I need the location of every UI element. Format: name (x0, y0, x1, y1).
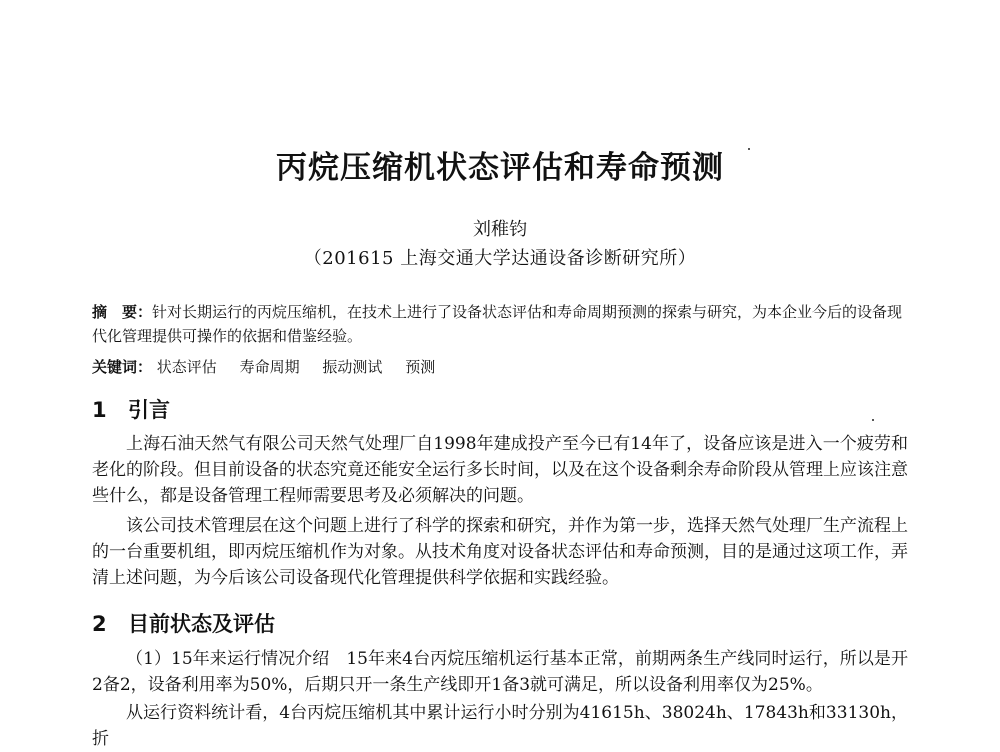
abstract-label: 摘 要： (92, 303, 153, 321)
abstract-text: 针对长期运行的丙烷压缩机，在技术上进行了设备状态评估和寿命周期预测的探索与研究，为本企业今后的设备现代化管理提供可操作的依据和借鉴经验。 (92, 303, 903, 345)
keyword: 寿命周期 (239, 358, 300, 376)
paragraph: （1）15年来运行情况介绍 15年来4台丙烷压缩机运行基本正常，前期两条生产线同时运行，所以是开2备2，设备利用率为50%，后期只开一条生产线即开1备3就可满足，所以设备利用率仅为25%。 (92, 649, 908, 695)
paragraph: 从运行资料统计看，4台丙烷压缩机其中累计运行小时分别为41615h、38024h、17843h和33130h，折 (92, 703, 908, 749)
section-title: 目前状态及评估 (128, 612, 275, 636)
section-heading (92, 394, 170, 424)
paragraph: 该公司技术管理层在这个问题上进行了科学的探索和研究，并作为第一步，选择天然气处理厂生产流程上的一台重要机组，即丙烷压缩机作为对象。从技术角度对设备状态评估和寿命预测，目的是通过这项工作，弄清上述问题，为今后该公司设备现代化管理提供科学依据和实践经验。 (92, 516, 908, 588)
scan-speck (872, 419, 874, 421)
keywords (92, 356, 908, 378)
section-number: 1 (92, 398, 107, 422)
section-title: 引言 (128, 398, 170, 422)
abstract (92, 300, 908, 348)
keyword: 振动测试 (322, 358, 383, 376)
keywords-label: 关键词： (92, 358, 153, 376)
section-number: 2 (92, 612, 107, 636)
section-heading (92, 608, 275, 638)
paper-title: 丙烷压缩机状态评估和寿命预测 (276, 150, 724, 186)
keyword: 状态评估 (156, 358, 217, 376)
paragraph: 上海石油天然气有限公司天然气处理厂自1998年建成投产至今已有14年了，设备应该是进入一个疲劳和老化的阶段。但目前设备的状态究竟还能安全运行多长时间，以及在这个设备剩余寿命阶段从管理上应该注意些什么，都是设备管理工程师需要思考及必须解决的问题。 (92, 434, 908, 506)
author-affiliation: （201615 上海交通大学达通设备诊断研究所） (303, 248, 697, 269)
keyword: 预测 (405, 358, 436, 376)
author-name: 刘稚钧 (473, 219, 527, 240)
